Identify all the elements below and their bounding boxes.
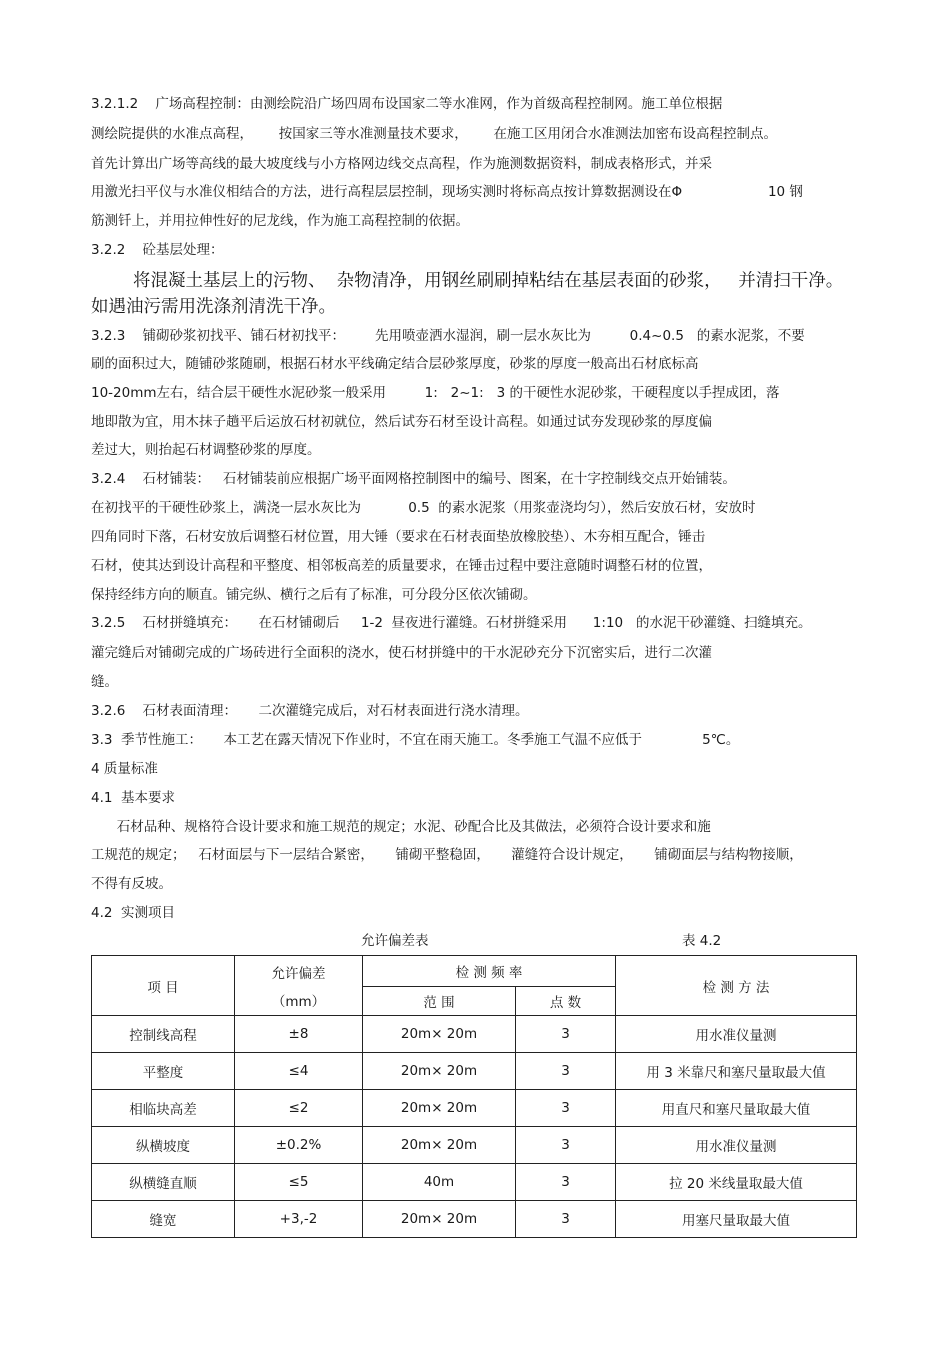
header-deviation	[235, 956, 363, 1016]
text-line: 四角同时下落，石材安放后调整石材位置，用大锤（要求在石材表面垫放橡胶垫）、木夯相互配合，锤击	[91, 529, 706, 545]
cell-deviation: +3,-2	[235, 1201, 363, 1238]
header-item: 项 目	[92, 956, 235, 1016]
text-line: 石材品种、规格符合设计要求和施工规范的规定；水泥、砂配合比及其做法，必须符合设计要求和施	[91, 819, 711, 835]
cell-points: 3	[516, 1090, 616, 1127]
cell-item: 纵横坡度	[92, 1127, 235, 1164]
text-line: 3.2.5 石材拼缝填充： 在石材铺砌后 1-2 昼夜进行灌缝。石材拼缝采用 1:10 的水泥干砂灌缝、扫缝填充。	[91, 615, 812, 631]
text-line: 石材，使其达到设计高程和平整度、相邻板高差的质量要求，在锤击过程中要注意随时调整石材的位置，	[91, 558, 712, 574]
cell-method: 用直尺和塞尺量取最大值	[616, 1090, 857, 1127]
header-points: 点 数	[516, 987, 616, 1016]
header-frequency: 检 测 频 率	[363, 956, 616, 987]
cell-deviation: ±8	[235, 1016, 363, 1053]
text-line-large: 如遇油污需用洗涤剂清洗干净。	[91, 297, 336, 317]
table-row	[92, 1016, 857, 1053]
text-line: 灌完缝后对铺砌完成的广场砖进行全面积的浇水，使石材拼缝中的干水泥砂充分下沉密实后，进行二次灌	[91, 645, 712, 661]
cell-points: 3	[516, 1164, 616, 1201]
table-row	[92, 1090, 857, 1127]
table-caption: 允许偏差表	[361, 933, 429, 949]
text-line: 3.2.6 石材表面清理： 二次灌缝完成后，对石材表面进行浇水清理。	[91, 703, 529, 719]
cell-method: 用塞尺量取最大值	[616, 1201, 857, 1238]
deviation-table	[91, 955, 857, 1238]
text-line: 测绘院提供的水准点高程， 按国家三等水准测量技术要求， 在施工区用闭合水准测法加密布设高程控制点。	[91, 126, 777, 142]
cell-deviation: ≤5	[235, 1164, 363, 1201]
cell-points: 3	[516, 1201, 616, 1238]
table-row	[92, 1201, 857, 1238]
text-line: 10-20mm左右，结合层干硬性水泥砂浆一般采用 1: 2~1: 3 的干硬性水泥砂浆，干硬程度以手捏成团，落	[91, 385, 780, 401]
text-line: 在初找平的干硬性砂浆上，满浇一层水灰比为 0.5 的素水泥浆（用浆壶浇均匀），然后安放石材，安放时	[91, 500, 756, 516]
header-method: 检 测 方 法	[616, 956, 857, 1016]
text-line: 保持经纬方向的顺直。铺完纵、横行之后有了标准，可分段分区依次铺砌。	[91, 587, 537, 603]
text-line: 缝。	[91, 674, 118, 690]
header-range: 范 围	[363, 987, 516, 1016]
text-line: 3.2.1.2 广场高程控制：由测绘院沿广场四周布设国家二等水准网，作为首级高程控制网。施工单位根据	[91, 96, 723, 112]
cell-range: 20m× 20m	[363, 1090, 516, 1127]
section-heading: 4.2 实测项目	[91, 905, 176, 921]
cell-item: 控制线高程	[92, 1016, 235, 1053]
cell-points: 3	[516, 1053, 616, 1090]
cell-range: 40m	[363, 1164, 516, 1201]
cell-points: 3	[516, 1016, 616, 1053]
table-row	[92, 1053, 857, 1090]
cell-range: 20m× 20m	[363, 1053, 516, 1090]
text-line-large: 将混凝土基层上的污物、 杂物清净，用钢丝刷刷掉粘结在基层表面的砂浆， 并清扫干净。	[133, 271, 844, 291]
text-line: 3.2.3 铺砌砂浆初找平、铺石材初找平： 先用喷壶洒水湿润，刷一层水灰比为 0.4~0.5 的素水泥浆，不要	[91, 328, 805, 344]
section-heading: 4 质量标准	[91, 761, 158, 777]
cell-method: 用水准仪量测	[616, 1127, 857, 1164]
table-number: 表 4.2	[682, 933, 722, 949]
text-line: 不得有反坡。	[91, 876, 172, 892]
cell-deviation: ±0.2%	[235, 1127, 363, 1164]
cell-method: 拉 20 米线量取最大值	[616, 1164, 857, 1201]
text-line: 工规范的规定； 石材面层与下一层结合紧密， 铺砌平整稳固， 灌缝符合设计规定， 铺砌面层与结构物接顺，	[91, 847, 803, 863]
header-deviation-label: 允许偏差	[271, 965, 326, 982]
cell-range: 20m× 20m	[363, 1127, 516, 1164]
table-row	[92, 1127, 857, 1164]
cell-deviation: ≤4	[235, 1053, 363, 1090]
cell-method: 用 3 米靠尺和塞尺量取最大值	[616, 1053, 857, 1090]
cell-item: 平整度	[92, 1053, 235, 1090]
text-line: 地即散为宜，用木抹子趟平后运放石材初就位，然后试夯石材至设计高程。如通过试夯发现砂浆的厚度偏	[91, 414, 712, 430]
text-line: 3.2.4 石材铺装： 石材铺装前应根据广场平面网格控制图中的编号、图案，在十字控制线交点开始铺装。	[91, 471, 736, 487]
cell-item: 纵横缝直顺	[92, 1164, 235, 1201]
text-line: 差过大，则抬起石材调整砂浆的厚度。	[91, 442, 321, 458]
text-line: 首先计算出广场等高线的最大坡度线与小方格网边线交点高程，作为施测数据资料，制成表格形式，并采	[91, 156, 712, 172]
text-line: 筋测钎上，并用拉伸性好的尼龙线，作为施工高程控制的依据。	[91, 213, 469, 229]
header-deviation-unit: （mm）	[271, 993, 326, 1010]
cell-points: 3	[516, 1127, 616, 1164]
cell-deviation: ≤2	[235, 1090, 363, 1127]
cell-method: 用水准仪量测	[616, 1016, 857, 1053]
cell-range: 20m× 20m	[363, 1201, 516, 1238]
text-line: 刷的面积过大，随铺砂浆随刷，根据石材水平线确定结合层砂浆厚度，砂浆的厚度一般高出石材底标高	[91, 356, 699, 372]
section-heading: 4.1 基本要求	[91, 790, 176, 806]
cell-range: 20m× 20m	[363, 1016, 516, 1053]
cell-item: 缝宽	[92, 1201, 235, 1238]
table-row	[92, 1164, 857, 1201]
text-line: 用激光扫平仪与水准仪相结合的方法，进行高程层层控制，现场实测时将标高点按计算数据测设在Φ 10 钢	[91, 184, 803, 200]
section-heading: 3.2.2 砼基层处理：	[91, 242, 224, 258]
cell-item: 相临块高差	[92, 1090, 235, 1127]
text-line: 3.3 季节性施工： 本工艺在露天情况下作业时，不宜在雨天施工。冬季施工气温不应低于 5℃。	[91, 732, 740, 748]
